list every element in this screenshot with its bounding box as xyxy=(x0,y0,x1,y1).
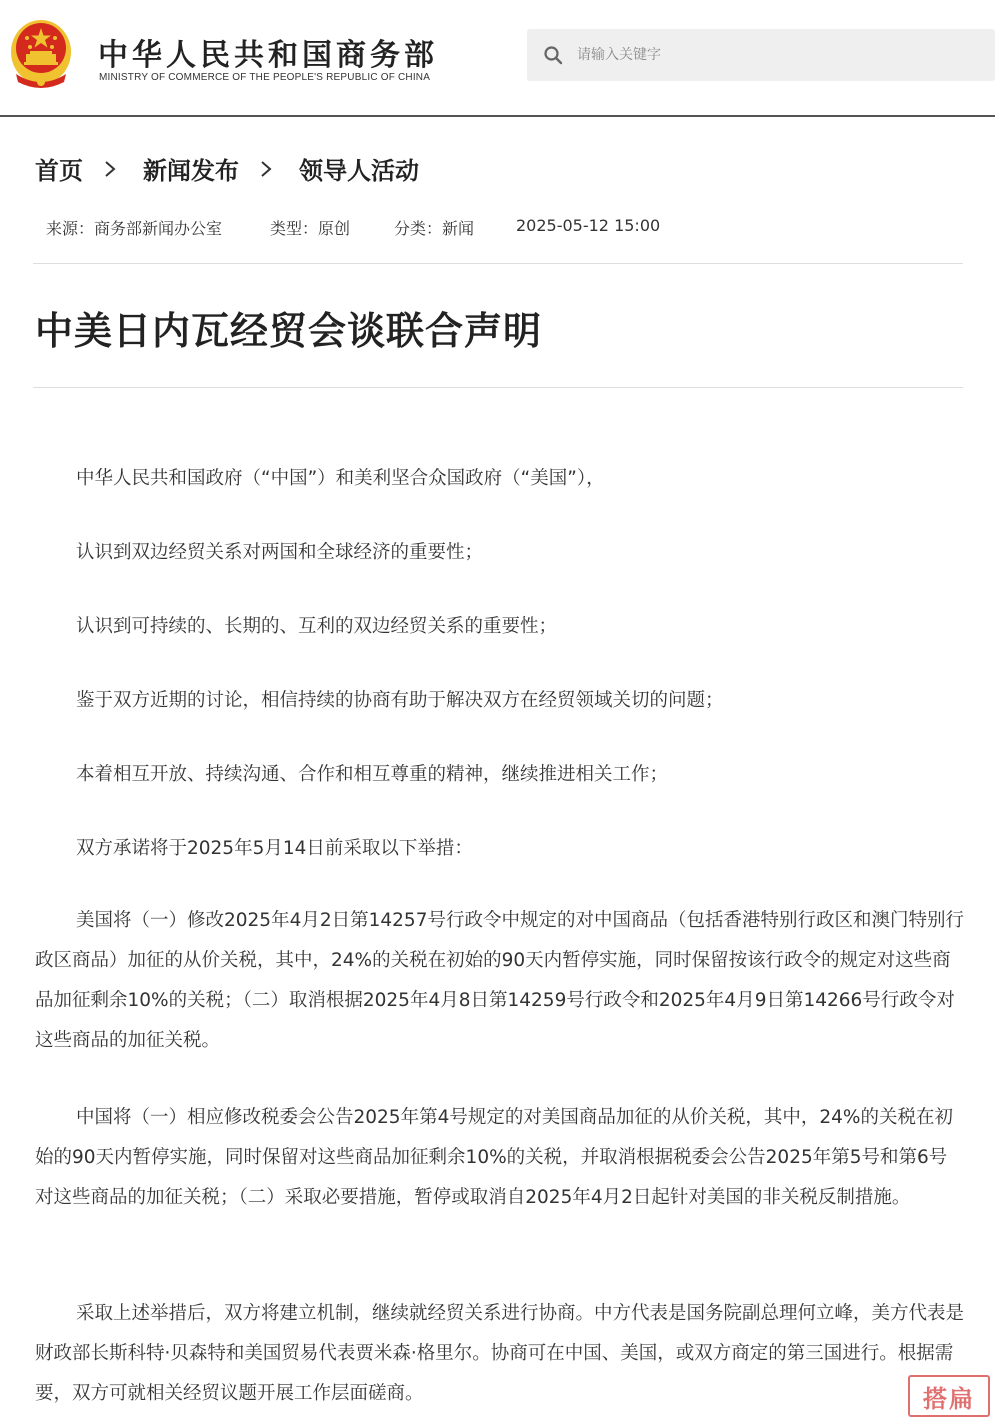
meta-datetime: 2025-05-12 15:00 xyxy=(516,216,661,235)
divider xyxy=(33,387,963,388)
breadcrumb-news[interactable]: 新闻发布 xyxy=(143,156,239,185)
paragraph: 认识到可持续的、长期的、互利的双边经贸关系的重要性； xyxy=(76,616,558,637)
chevron-right-icon xyxy=(83,156,143,180)
paragraph: 双方承诺将于2025年5月14日前采取以下举措： xyxy=(76,838,473,859)
national-emblem-icon[interactable] xyxy=(8,16,74,90)
site-subtitle: MINISTRY OF COMMERCE OF THE PEOPLE'S REPUBLIC OF CHINA xyxy=(99,72,431,83)
watermark-logo xyxy=(908,1375,990,1417)
chevron-right-icon xyxy=(239,156,299,180)
site-header xyxy=(0,0,995,117)
article-meta xyxy=(46,216,660,239)
meta-category: 分类：新闻 xyxy=(394,219,475,238)
meta-type: 类型：原创 xyxy=(270,219,351,238)
search-box[interactable] xyxy=(527,29,995,81)
divider xyxy=(33,263,963,264)
paragraph: 采取上述举措后，双方将建立机制，继续就经贸关系进行协商。中方代表是国务院副总理何立峰，美方代表是财政部长斯科特·贝森特和美国贸易代表贾米森·格里尔。协商可在中国、美国，或双方商定的第三国进行。根据需要，双方可就相关经贸议题开展工作层面磋商。 xyxy=(35,1303,965,1404)
watermark-text: 搭扁 xyxy=(923,1384,975,1413)
paragraph: 中国将（一）相应修改税委会公告2025年第4号规定的对美国商品加征的从价关税，其中，24%的关税在初始的90天内暂停实施，同时保留对这些商品加征剩余10%的关税，并取消根据税委会公告2025年第5号和第6号对这些商品的加征关税；（二）采取必要措施，暂停或取消自2025年4月2日起针对美国的非关税反制措施。 xyxy=(35,1107,953,1208)
paragraph: 本着相互开放、持续沟通、合作和相互尊重的精神，继续推进相关工作； xyxy=(76,764,669,785)
search-icon[interactable] xyxy=(543,45,563,65)
article-title: 中美日内瓦经贸会谈联合声明 xyxy=(35,309,543,353)
breadcrumb-home[interactable]: 首页 xyxy=(35,156,83,185)
breadcrumb xyxy=(35,150,419,186)
meta-source: 来源：商务部新闻办公室 xyxy=(46,219,223,238)
paragraph: 认识到双边经贸关系对两国和全球经济的重要性； xyxy=(76,542,484,563)
paragraph: 鉴于双方近期的讨论，相信持续的协商有助于解决双方在经贸领域关切的问题； xyxy=(76,690,724,711)
paragraph: 美国将（一）修改2025年4月2日第14257号行政令中规定的对中国商品（包括香港特别行政区和澳门特别行政区商品）加征的从价关税，其中，24%的关税在初始的90天内暂停实施，同时保留按该行政令的规定对这些商品加征剩余10%的关税；（二）取消根据2025年4月8日第14259号行政令和2025年4月9日第14266号行政令对这些商品的加征关税。 xyxy=(35,910,964,1051)
breadcrumb-leader-activities[interactable]: 领导人活动 xyxy=(299,156,419,185)
paragraph: 中华人民共和国政府（“中国”）和美利坚合众国政府（“美国”）， xyxy=(76,468,605,489)
search-input[interactable] xyxy=(577,29,977,81)
site-title[interactable]: 中华人民共和国商务部 xyxy=(98,38,438,73)
